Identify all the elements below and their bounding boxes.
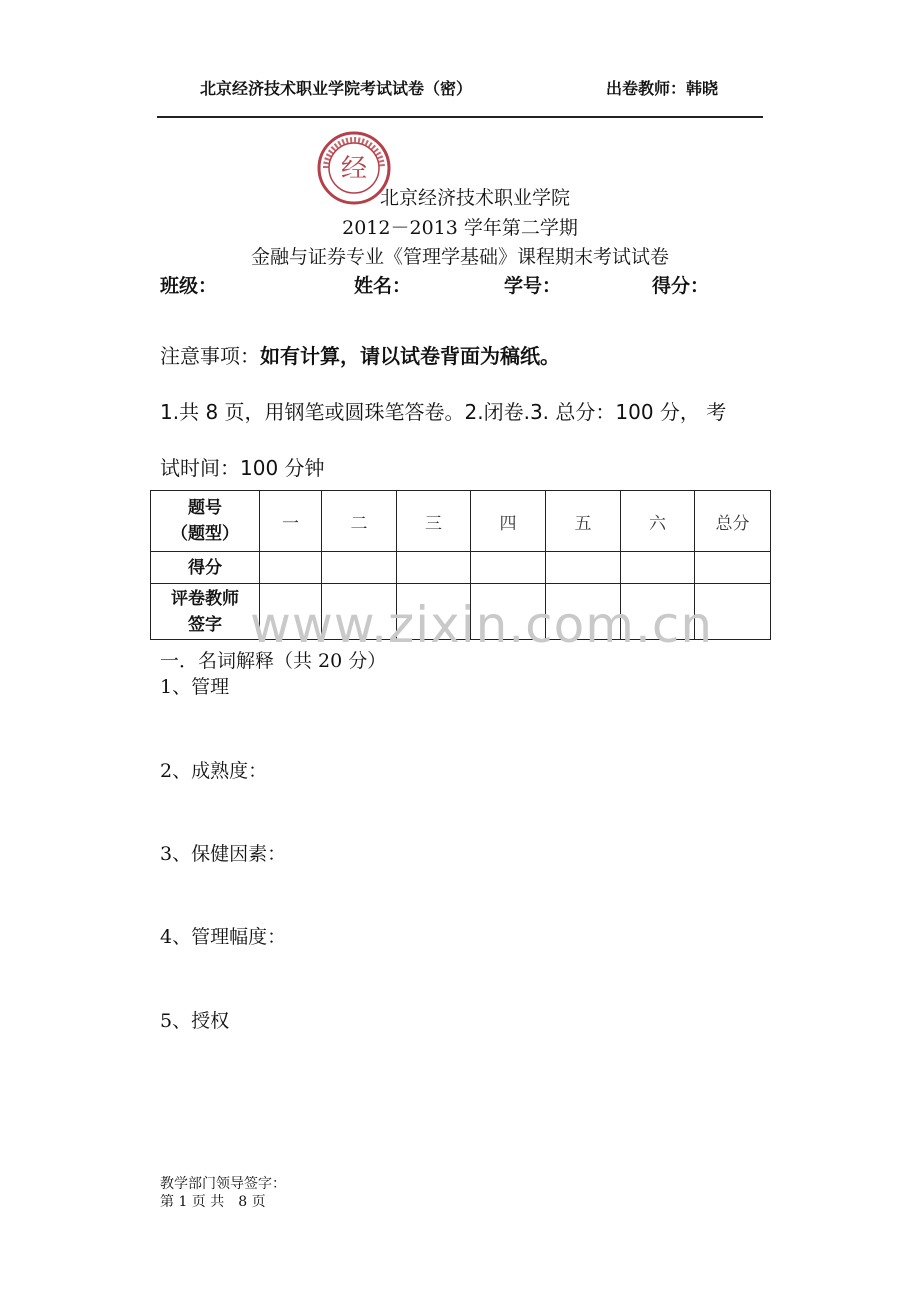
section-title: 一．名词解释（共 20 分） [160, 650, 387, 672]
table-row [151, 552, 771, 584]
row-header-grader [151, 584, 260, 640]
score-cell [471, 552, 546, 584]
row-header-line: 签字 [188, 614, 222, 635]
row-header-line: （题型） [171, 524, 239, 544]
term-title: 2012－2013 学年第二学期 [342, 217, 578, 239]
question-item: 1、管理 [160, 676, 230, 698]
rules-line-2: 试时间：100 分钟 [160, 456, 325, 480]
question-item: 3、保健因素： [160, 843, 287, 865]
score-cell [397, 552, 471, 584]
question-item: 4、管理幅度： [160, 926, 287, 948]
row-header-line: 评卷教师 [171, 588, 239, 609]
header-teacher: 出卷教师：韩晓 [606, 79, 719, 98]
score-cell [260, 552, 322, 584]
column-header: 四 [471, 491, 546, 552]
column-header: 六 [621, 491, 695, 552]
exam-title: 金融与证券专业《管理学基础》课程期末考试试卷 [250, 246, 669, 268]
column-header: 一 [260, 491, 322, 552]
column-header: 二 [322, 491, 397, 552]
question-item: 5、授权 [160, 1010, 230, 1032]
row-header-question-number [151, 491, 260, 552]
table-row [151, 491, 771, 552]
name-field-label: 姓名： [354, 275, 412, 297]
score-cell [621, 552, 695, 584]
student-id-field-label: 学号： [504, 275, 562, 297]
column-header: 三 [397, 491, 471, 552]
row-header-score: 得分 [151, 552, 260, 584]
seal-glyph: 经 [340, 154, 368, 184]
header-divider [157, 116, 763, 118]
notes-text: 如有计算，请以试卷背面为稿纸。 [260, 344, 560, 368]
class-field-label: 班级： [160, 275, 218, 297]
column-header: 五 [546, 491, 621, 552]
score-cell [695, 552, 771, 584]
header-title: 北京经济技术职业学院考试试卷（密） [200, 79, 473, 98]
score-field-label: 得分： [652, 275, 710, 297]
watermark: www.zixin.com.cn [250, 596, 714, 654]
column-header: 总分 [695, 491, 771, 552]
notes-label: 注意事项： [160, 344, 260, 368]
notes-line [160, 340, 560, 369]
page-number: 第 1 页 共 8 页 [160, 1194, 266, 1210]
score-cell [546, 552, 621, 584]
row-header-line: 题号 [188, 498, 222, 518]
score-cell [322, 552, 397, 584]
rules-line-1: 1.共 8 页，用钢笔或圆珠笔答卷。2.闭卷.3. 总分：100 分， 考 [160, 400, 727, 424]
question-item: 2、成熟度： [160, 760, 268, 782]
footer-signature-label: 教学部门领导签字： [160, 1176, 286, 1192]
school-name: 北京经济技术职业学院 [379, 187, 570, 209]
